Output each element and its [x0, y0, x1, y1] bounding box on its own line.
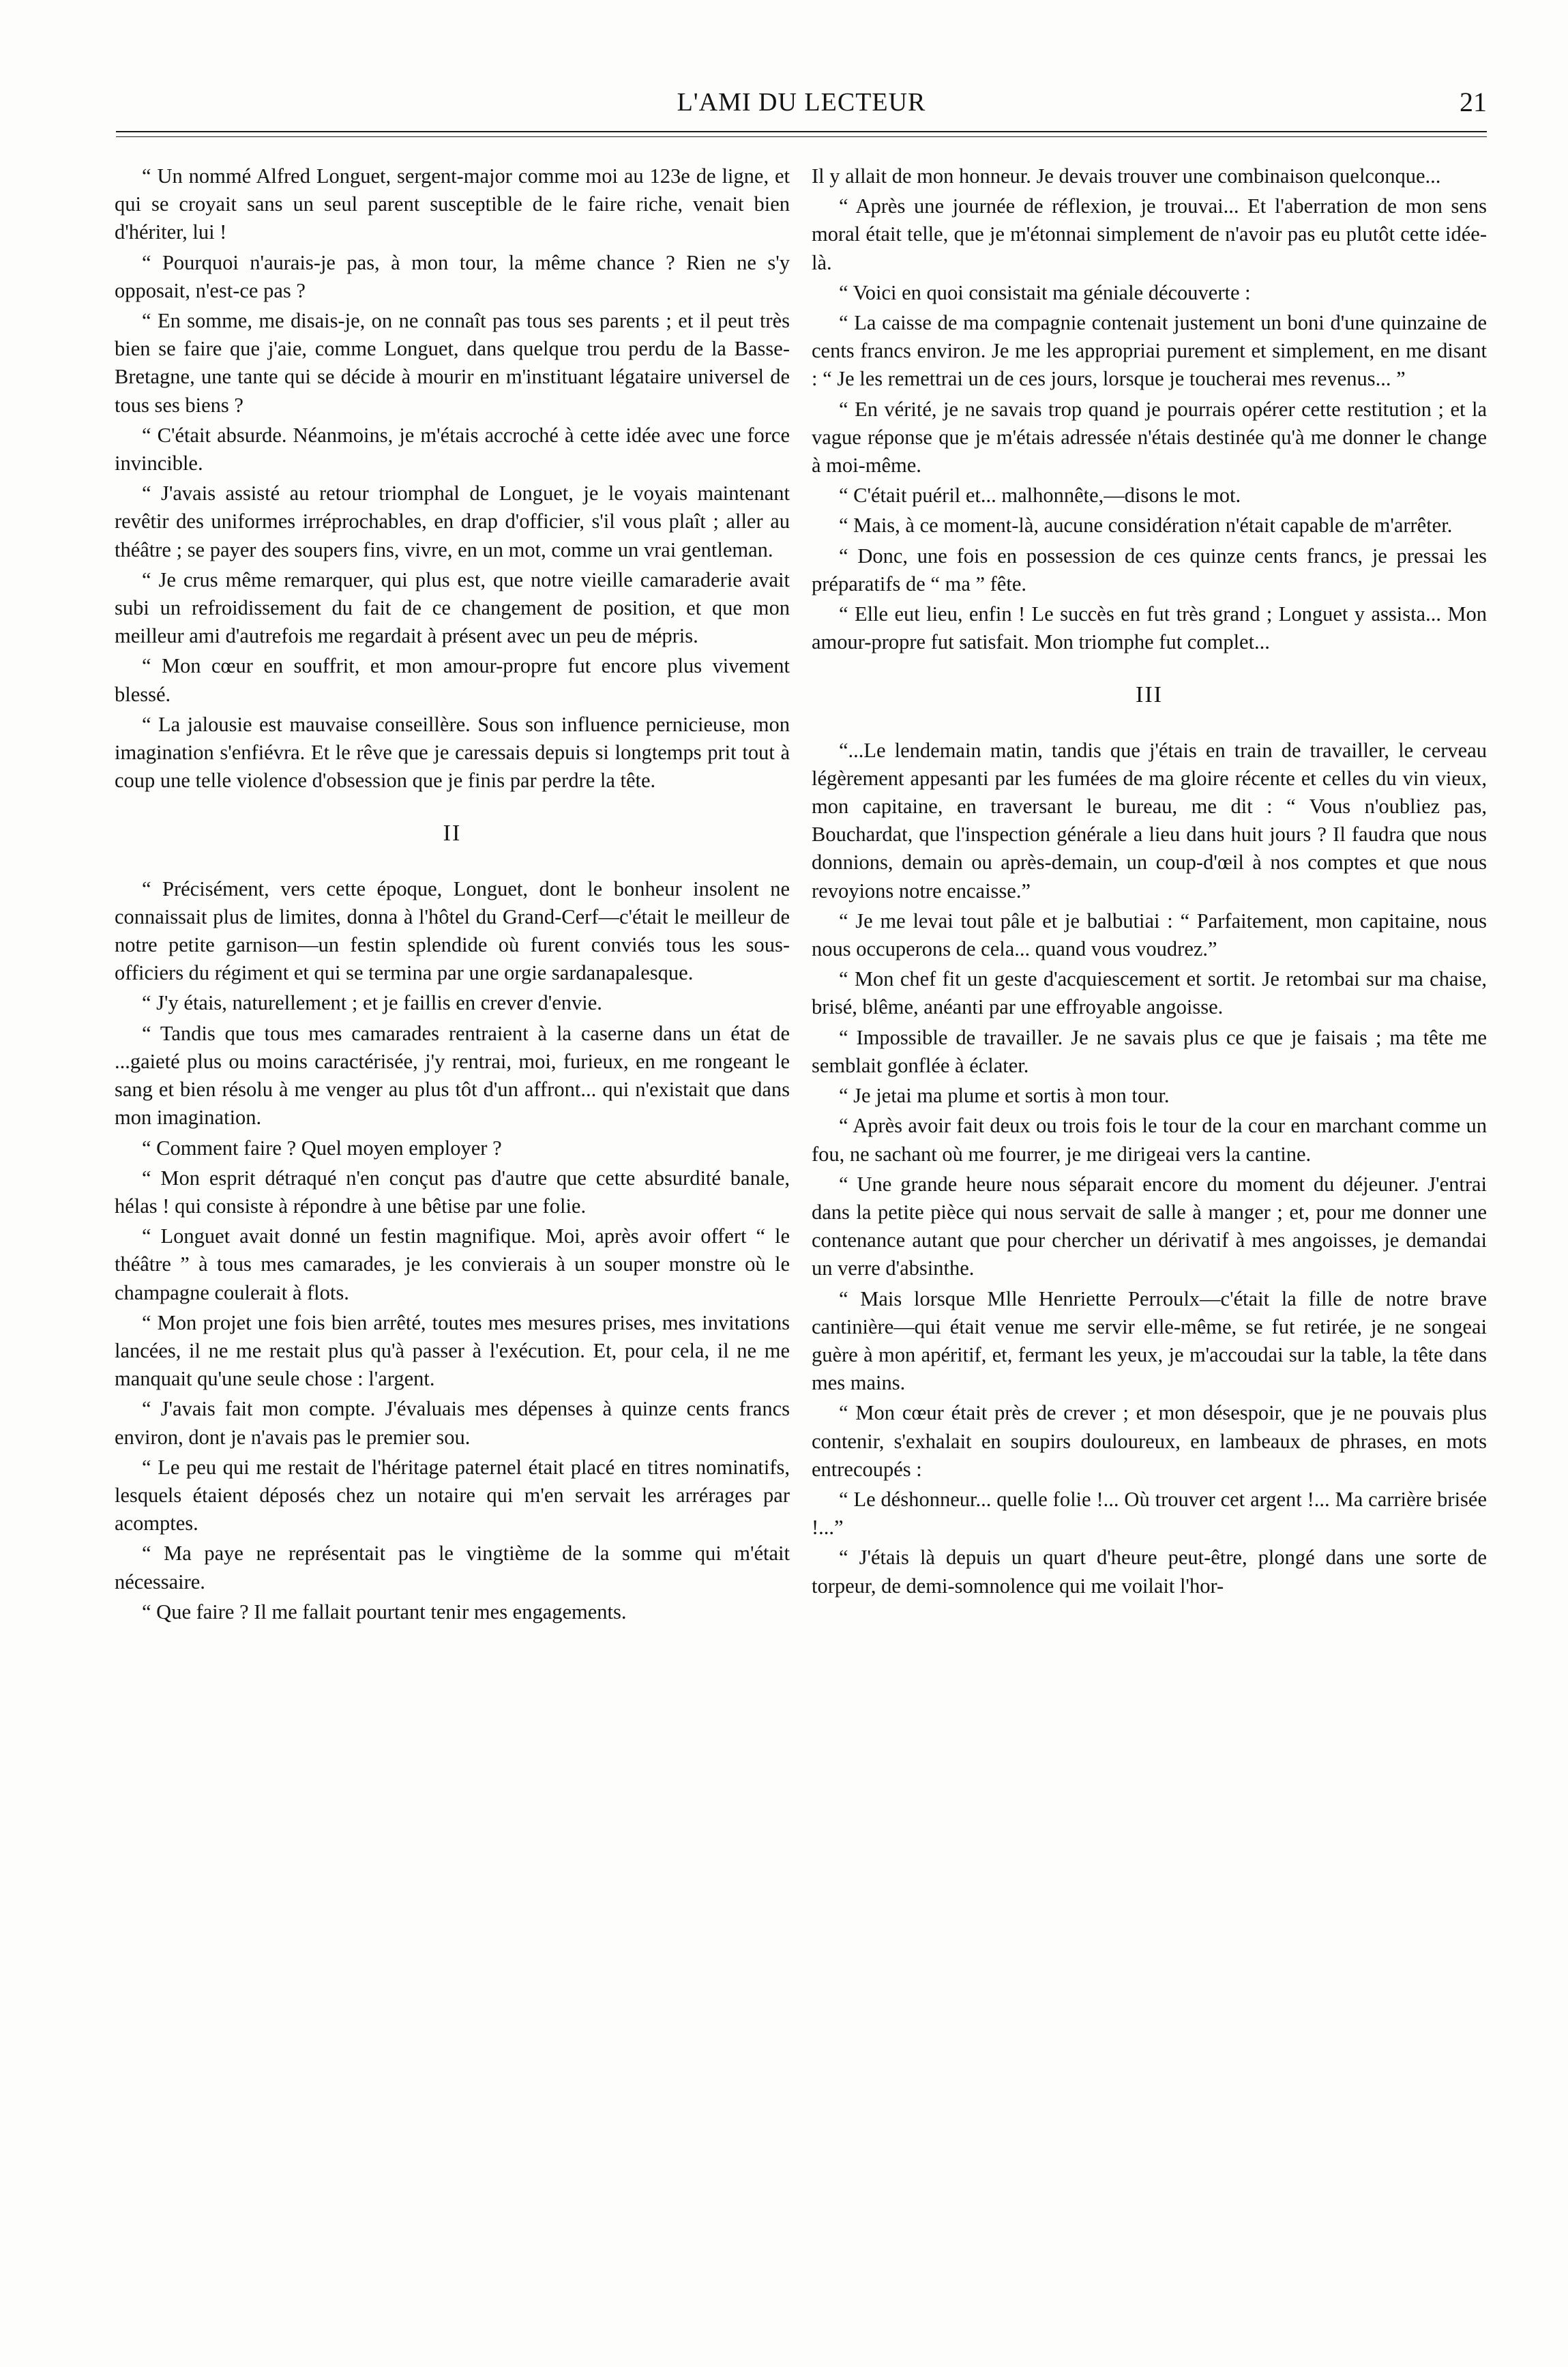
paragraph: “ Un nommé Alfred Longuet, sergent-major comme moi au 123e de ligne, et qui se croyait sans un seul parent susceptible de le faire riche, venait bien d'hériter, lui ! [115, 164, 790, 244]
header-rule-thin [116, 136, 1487, 137]
paragraph: “ Après une journée de réflexion, je trouvai... Et l'aberration de mon sens moral était telle, que je m'étonnai simplement de n'avoir pas eu plutôt cette idée-là. [812, 194, 1487, 274]
paragraph: “ Ma paye ne représentait pas le vingtième de la somme qui m'était nécessaire. [115, 1542, 790, 1593]
paragraph: “ Mon cœur était près de crever ; et mon désespoir, que je ne pouvais plus contenir, s'exhalait en soupirs douloureux, en lambeaux de phrases, en mots entrecoupés : [812, 1401, 1487, 1481]
paragraph: “ C'était absurde. Néanmoins, je m'étais accroché à cette idée avec une force invincible. [115, 423, 790, 475]
paragraph: “ Mon chef fit un geste d'acquiescement et sortit. Je retombai sur ma chaise, brisé, blême, anéanti par une effroyable angoisse. [812, 967, 1487, 1019]
left-column [115, 162, 790, 2311]
header-rule [116, 131, 1487, 132]
paragraph: “ Donc, une fois en possession de ces quinze cents francs, je pressai les préparatifs de “ ma ” fête. [812, 544, 1487, 596]
paragraph: “ En vérité, je ne savais trop quand je pourrais opérer cette restitution ; et la vague réponse que je m'étais adressée n'étais destinée qu'à me donner le change à moi-même. [812, 397, 1487, 477]
paragraph: “ Après avoir fait deux ou trois fois le tour de la cour en marchant comme un fou, ne sachant où me fourrer, je me dirigeai vers la cantine. [812, 1114, 1487, 1166]
paragraph: “ La caisse de ma compagnie contenait justement un boni d'une quinzaine de cents francs environ. Je me les appropriai purement et simplement, en me disant : “ Je les remettrai un de ces jours, lorsque je toucherai mes revenus... ” [812, 311, 1487, 391]
continued-paragraph: Il y allait de mon honneur. Je devais trouver une combinaison quelconque... [812, 164, 1441, 188]
paragraph: “ Je crus même remarquer, qui plus est, que notre vieille camaraderie avait subi un refroidissement du fait de ce changement de position, et que mon meilleur ami d'autrefois me regardait à présent avec un peu de mépris. [115, 568, 790, 648]
paragraph: “ Voici en quoi consistait ma géniale découverte : [839, 280, 1251, 304]
paragraph: “ Précisément, vers cette époque, Longuet, dont le bonheur insolent ne connaissait plus de limites, donna à l'hôtel du Grand-Cerf—c'était le meilleur de notre petite garnison—un festin splendide où furent conviés tous les sous-officiers du régiment et qui se termina par une orgie sardanapalesque. [115, 877, 790, 985]
paragraph: “ C'était puéril et... malhonnête,—disons le mot. [839, 484, 1241, 508]
paragraph: “...Le lendemain matin, tandis que j'étais en train de travailler, le cerveau légèrement appesanti par les fumées de ma gloire récente et celles du vin vieux, mon capitaine, en traversant le bureau, me dit : “ Vous n'oubliez pas, Bouchardat, que l'inspection générale a lieu dans huit jours ? Il faudra que nous donnions, demain ou après-demain, un coup-d'œil à nos comptes et que nous revoyions notre encaisse.” [812, 738, 1487, 902]
paragraph: “ La jalousie est mauvaise conseillère. Sous son influence pernicieuse, mon imagination s'enfiévra. Et le rêve que je caressais depuis si longtemps prit tout à coup une telle violence d'obsession que je finis par perdre la tête. [115, 712, 790, 793]
paragraph: “ Longuet avait donné un festin magnifique. Moi, après avoir offert “ le théâtre ” à tous mes camarades, je les convierais à un souper monstre où le champagne coulerait à flots. [115, 1224, 790, 1304]
paragraph: “ Mon cœur en souffrit, et mon amour-propre fut encore plus vivement blessé. [115, 654, 790, 706]
paragraph: “ Le déshonneur... quelle folie !... Où trouver cet argent !... Ma carrière brisée !...” [812, 1487, 1487, 1540]
right-column [812, 162, 1487, 2311]
paragraph: “ J'étais là depuis un quart d'heure peut-être, plongé dans une sorte de torpeur, de demi-somnolence qui me voilait l'hor- [812, 1546, 1487, 1598]
paragraph: “ Mais lorsque Mlle Henriette Perroulx—c'était la fille de notre brave cantinière—qui était venue me servir elle-même, se fut retirée, je ne songeai guère à mon apéritif, et, fermant les yeux, je m'accoudai sur la table, la tête dans mes mains. [812, 1287, 1487, 1395]
paragraph: “ Pourquoi n'aurais-je pas, à mon tour, la même chance ? Rien ne s'y opposait, n'est-ce pas ? [115, 250, 790, 302]
paragraph: “ J'y étais, naturellement ; et je faillis en crever d'envie. [142, 991, 602, 1015]
paragraph: “ Le peu qui me restait de l'héritage paternel était placé en titres nominatifs, lesquels étaient déposés chez un notaire qui m'en servait les arrérages par acomptes. [115, 1455, 790, 1535]
paragraph: “ Que faire ? Il me fallait pourtant tenir mes engagements. [142, 1600, 627, 1623]
paragraph: “ Je me levai tout pâle et je balbutiai : “ Parfaitement, mon capitaine, nous nous occuperons de cela... quand vous voudrez.” [812, 909, 1487, 961]
paragraph: “ Comment faire ? Quel moyen employer ? [142, 1136, 502, 1160]
running-title: L'AMI DU LECTEUR [677, 88, 926, 117]
paragraph: “ Une grande heure nous séparait encore du moment du déjeuner. J'entrai dans la petite pièce qui nous servait de salle à manger ; et, pour me donner une contenance autant que pour chercher un dérivatif à mes angoisses, je demandai un verre d'absinthe. [812, 1172, 1487, 1280]
paragraph: “ Mais, à ce moment-là, aucune considération n'était capable de m'arrêter. [839, 514, 1453, 538]
page-header [116, 82, 1487, 143]
paragraph: “ Elle eut lieu, enfin ! Le succès en fut très grand ; Longuet y assista... Mon amour-propre fut satisfait. Mon triomphe fut complet... [812, 602, 1487, 654]
paragraph: “ Je jetai ma plume et sortis à mon tour. [839, 1084, 1170, 1108]
paragraph: “ J'avais fait mon compte. J'évaluais mes dépenses à quinze cents francs environ, dont je n'avais pas le premier sou. [115, 1397, 790, 1449]
paragraph: “ J'avais assisté au retour triomphal de Longuet, je le voyais maintenant revêtir des uniformes irréprochables, en drap d'officier, s'il vous plaît ; aller au théâtre ; se payer des soupers fins, vivre, en un mot, comme un vrai gentleman. [115, 482, 790, 561]
paragraph: “ Mon projet une fois bien arrêté, toutes mes mesures prises, mes invitations lancées, il ne me restait plus qu'à passer à l'exécution. Et, pour cela, il ne me manquait qu'une seule chose : l'argent. [115, 1310, 790, 1391]
section-heading: II [443, 821, 462, 847]
section-heading: III [1136, 682, 1163, 708]
page-number: 21 [1460, 87, 1487, 117]
paragraph: “ Mon esprit détraqué n'en conçut pas d'autre que cette absurdité banale, hélas ! qui consiste à répondre à une bêtise par une folie. [115, 1166, 790, 1218]
paragraph: “ Tandis que tous mes camarades rentraient à la caserne dans un état de ...gaieté plus ou moins caractérisée, j'y rentrai, moi, furieux, en me rongeant le sang et bien résolu à me venger au plus tôt d'un affront... qui n'existait que dans mon imagination. [115, 1021, 790, 1130]
paragraph: “ En somme, me disais-je, on ne connaît pas tous ses parents ; et il peut très bien se faire que j'aie, comme Longuet, dans quelque trou perdu de la Basse-Bretagne, une tante qui se décide à mourir en m'instituant légataire universel de tous ses biens ? [115, 309, 790, 417]
paragraph: “ Impossible de travailler. Je ne savais plus ce que je faisais ; ma tête me semblait gonflée à éclater. [812, 1025, 1487, 1077]
